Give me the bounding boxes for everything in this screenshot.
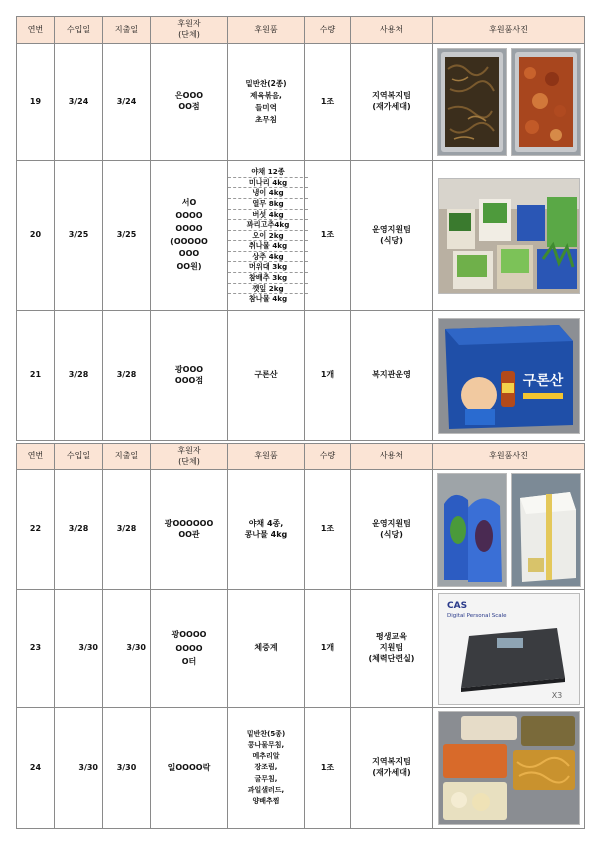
item-line: 야채 12종 (228, 167, 308, 178)
donor-line: 은OOO (174, 91, 204, 101)
use-line: 운영지원팀 (372, 224, 411, 234)
cell-no: 19 (17, 44, 55, 161)
cell-donor (151, 44, 228, 161)
cell-qty: 1조 (305, 161, 351, 311)
scale-model-text: Digital Personal Scale (446, 612, 507, 619)
scale-photo (433, 593, 584, 705)
cell-donor (151, 311, 228, 441)
cell-photo (433, 161, 585, 311)
scale-brand-text: CAS (446, 600, 467, 611)
table-row (17, 311, 585, 441)
donation-table-1 (16, 16, 585, 441)
cell-donor (151, 470, 228, 590)
side-dish-trays-photo-2 (433, 711, 584, 825)
item-line: 머위대 3kg (228, 262, 308, 273)
donor-line: O터 (181, 657, 197, 667)
cell-photo (433, 44, 585, 161)
vegetable-boxes-photo (433, 178, 584, 294)
table-row (17, 161, 585, 311)
use-line: 지원팀 (379, 643, 404, 653)
use-line: (체력단련실) (368, 653, 415, 663)
item-line: 상추 4kg (228, 252, 308, 263)
cell-in-date: 3/28 (55, 311, 103, 441)
donation-table-2 (16, 443, 585, 829)
item-line: 양배추찜 (252, 796, 280, 805)
cell-donor (151, 590, 228, 708)
header-row (17, 17, 585, 44)
item-line: 제육볶음, (250, 91, 282, 100)
five-side-dishes-image (438, 711, 580, 825)
vegetable-boxes-image (438, 178, 580, 294)
item-line: 콩나물 4kg (244, 529, 288, 539)
cell-use: 복지관운영 (351, 311, 433, 441)
header-donor: 후원자 (단체) (151, 17, 228, 44)
item-line: 참배추 3kg (228, 273, 308, 284)
scale-mark-text: X3 (551, 690, 562, 700)
cell-no: 23 (17, 590, 55, 708)
item-line: 열무 8kg (228, 199, 308, 210)
header-row (17, 444, 585, 470)
cell-qty: 1조 (305, 470, 351, 590)
donor-line: 광OOO (174, 364, 204, 374)
cell-photo (433, 470, 585, 590)
use-line: (재가세대) (372, 102, 411, 111)
gurunsan-box-image (438, 318, 580, 434)
cell-out-date: 3/24 (103, 44, 151, 161)
cell-donor: 일OOOO락 (151, 708, 228, 829)
vegetable-bags-image (437, 473, 507, 587)
use-line: 지역복지팀 (372, 757, 411, 767)
cell-no: 24 (17, 708, 55, 829)
header-no: 연번 (17, 444, 55, 470)
item-line: 초무침 (255, 115, 277, 124)
use-line: (식당) (380, 235, 403, 245)
cell-photo (433, 708, 585, 829)
item-line: 과일샐러드, (247, 785, 285, 794)
donor-line: (OOOOO (170, 236, 208, 246)
donor-line: OOO점 (174, 375, 204, 385)
use-line: (식당) (380, 529, 403, 539)
cell-out-date: 3/28 (103, 311, 151, 441)
header-donor: 후원자 (단체) (151, 444, 228, 470)
cell-use (351, 44, 433, 161)
cell-no: 21 (17, 311, 55, 441)
item-line: 냉이 4kg (228, 188, 308, 199)
cell-qty: 1개 (305, 590, 351, 708)
header-use: 사용처 (351, 17, 433, 44)
item-line: 꽈리고추4kg (228, 220, 308, 231)
cell-item (228, 44, 305, 161)
spicy-pork-tray-image (511, 48, 581, 156)
cell-item: 구론산 (228, 311, 305, 441)
donor-line: 광OOOOOO (164, 518, 214, 528)
donor-line: OOO (178, 249, 200, 259)
item-line: 오이 2kg (228, 231, 308, 242)
table-row (17, 708, 585, 829)
digital-scale-image (438, 593, 580, 705)
cell-item (228, 470, 305, 590)
item-line: 참나물 4kg (248, 294, 288, 304)
cardboard-box-image (511, 473, 581, 587)
header-item: 후원품 (228, 17, 305, 44)
gurunsan-box-photo (433, 318, 584, 434)
cell-qty: 1조 (305, 708, 351, 829)
item-line: 깻잎 2kg (228, 284, 308, 295)
cell-in-date: 3/30 (55, 590, 103, 708)
donor-line: 서O (181, 198, 197, 208)
cell-in-date: 3/28 (55, 470, 103, 590)
item-line: 굴무침, (254, 774, 278, 783)
cell-out-date: 3/30 (103, 590, 151, 708)
item-line: 야채 4종, (248, 518, 284, 528)
donor-line: OOOO (175, 210, 203, 220)
donor-line: OOOO (175, 223, 203, 233)
cell-use (351, 590, 433, 708)
cell-in-date: 3/24 (55, 44, 103, 161)
table-row (17, 470, 585, 590)
use-line: 평생교육 (376, 632, 407, 642)
donor-line: OO원) (176, 262, 202, 272)
donor-line: 광OOOO (171, 630, 207, 640)
cell-no: 22 (17, 470, 55, 590)
cell-in-date: 3/30 (55, 708, 103, 829)
table-row (17, 44, 585, 161)
use-line: 운영지원팀 (372, 518, 411, 528)
item-line: 취나물 4kg (228, 241, 308, 252)
item-line: 장조림, (254, 763, 278, 772)
item-line: 콩나물무침, (247, 741, 285, 750)
cell-no: 20 (17, 161, 55, 311)
use-line: (재가세대) (372, 768, 411, 777)
cell-out-date: 3/28 (103, 470, 151, 590)
header-photo: 후원품사진 (433, 444, 585, 470)
item-line: 메추리알 (252, 752, 280, 761)
cell-use (351, 161, 433, 311)
bags-and-box-photo (433, 473, 584, 587)
cell-use (351, 708, 433, 829)
header-photo: 후원품사진 (433, 17, 585, 44)
cell-item (228, 708, 305, 829)
header-qty: 수량 (305, 17, 351, 44)
header-qty: 수량 (305, 444, 351, 470)
use-line: 지역복지팀 (372, 91, 411, 101)
cell-use (351, 470, 433, 590)
donor-line: OO점 (178, 102, 200, 111)
header-item: 후원품 (228, 444, 305, 470)
side-dish-trays-photo (433, 48, 584, 156)
item-line: 미나리 4kg (228, 178, 308, 189)
box-brand-text: 구론산 (522, 372, 563, 389)
item-list (228, 167, 308, 304)
donor-line: OOOO (175, 643, 203, 653)
seaweed-tray-image (437, 48, 507, 156)
cell-photo (433, 311, 585, 441)
header-no: 연번 (17, 17, 55, 44)
header-in-date: 수입일 (55, 444, 103, 470)
cell-item: 체중계 (228, 590, 305, 708)
cell-out-date: 3/30 (103, 708, 151, 829)
item-line: 버섯 4kg (228, 210, 308, 221)
cell-donor (151, 161, 228, 311)
header-out-date: 지출일 (103, 444, 151, 470)
cell-in-date: 3/25 (55, 161, 103, 311)
header-in-date: 수입일 (55, 17, 103, 44)
donor-line: OO관 (178, 529, 200, 539)
header-use: 사용처 (351, 444, 433, 470)
cell-photo (433, 590, 585, 708)
header-out-date: 지출일 (103, 17, 151, 44)
cell-out-date: 3/25 (103, 161, 151, 311)
cell-qty: 1개 (305, 311, 351, 441)
item-line: 밑반찬(2종) (245, 79, 287, 88)
item-line: 들미역 (255, 103, 277, 112)
cell-qty: 1조 (305, 44, 351, 161)
table-row (17, 590, 585, 708)
cell-item (228, 161, 305, 311)
item-line: 밑반찬(5종) (246, 729, 286, 738)
